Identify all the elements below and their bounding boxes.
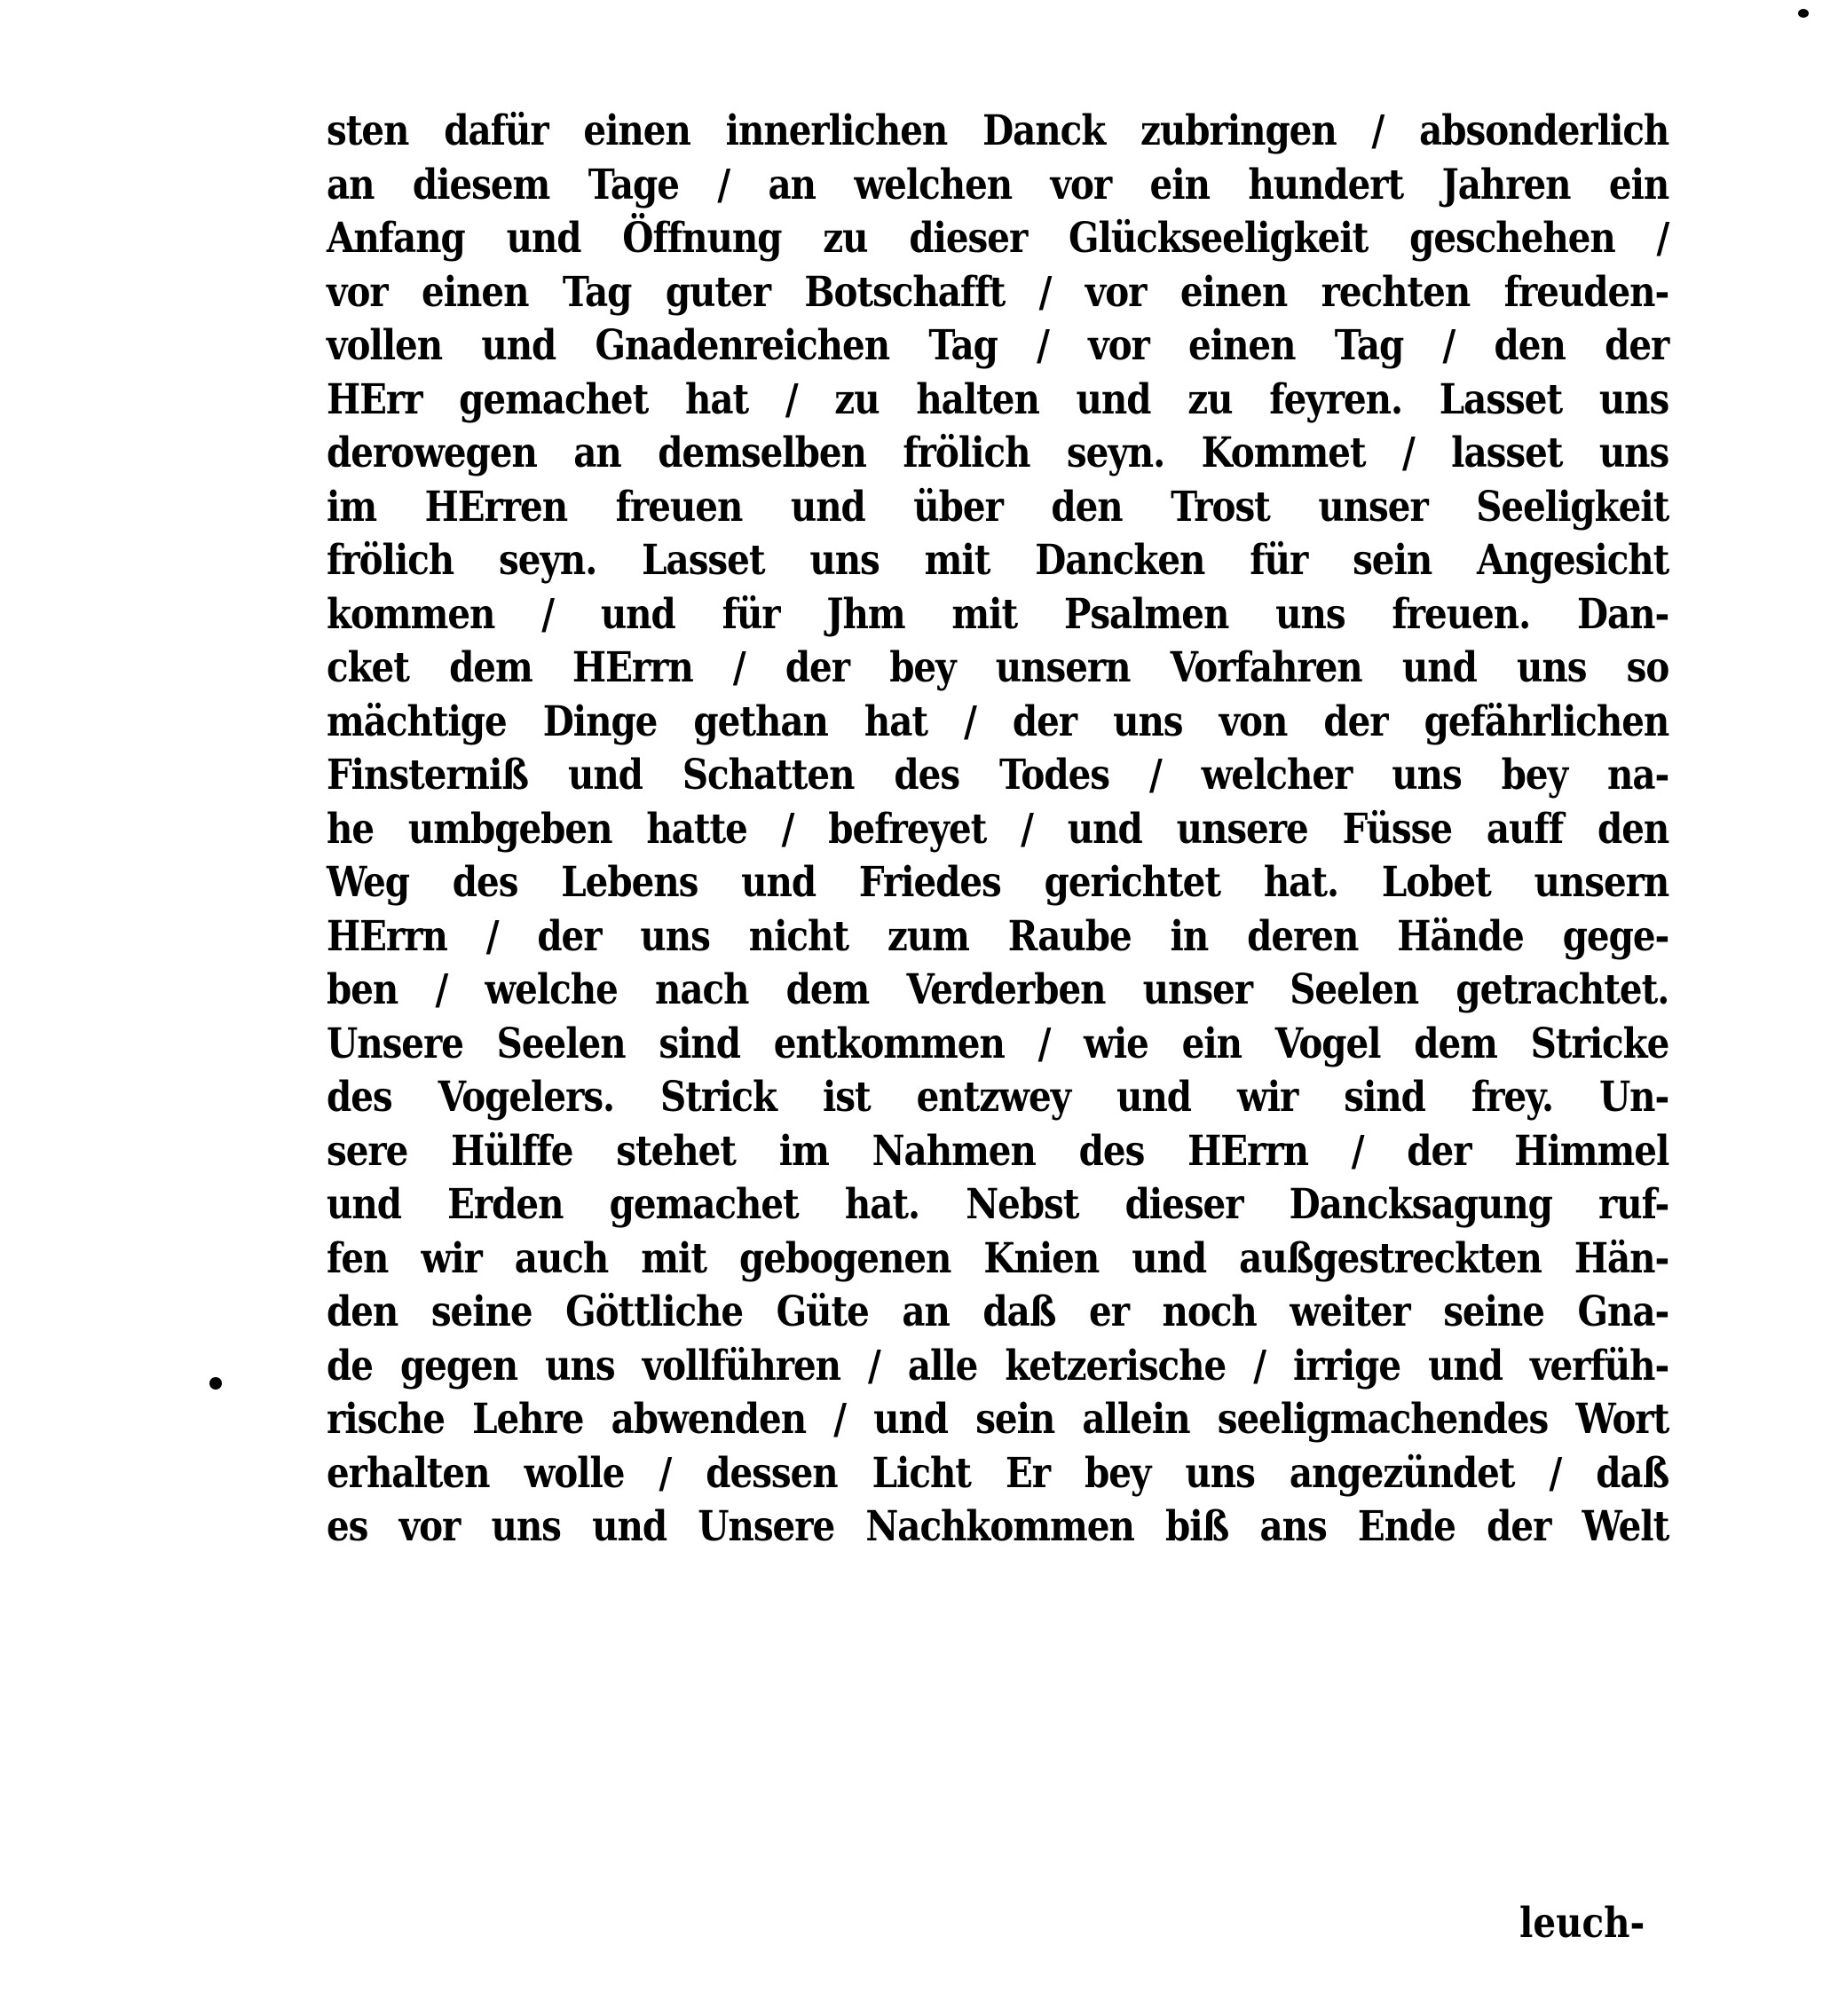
- text-line: fen wir auch mit gebogenen Knien und außgestreckten Hän-: [327, 1233, 1669, 1283]
- text-line: den seine Göttliche Güte an daß er noch weiter seine Gna-: [327, 1288, 1669, 1336]
- text-line: cket dem HErrn / der bey unsern Vorfahren und uns so: [327, 643, 1669, 692]
- text-line: derowegen an demselben frölich seyn. Kommet / lasset uns: [327, 429, 1669, 477]
- text-line: des Vogelers. Strick ist entzwey und wir sind frey. Un-: [327, 1073, 1669, 1122]
- text-line: Weg des Lebens und Friedes gerichtet hat. Lobet unsern: [327, 858, 1669, 907]
- text-line: Unsere Seelen sind entkommen / wie ein Vogel dem Stricke: [327, 1019, 1669, 1068]
- text-line: Finsterniß und Schatten des Todes / welcher uns bey na-: [327, 751, 1669, 799]
- text-line: an diesem Tage / an welchen vor ein hundert Jahren ein: [327, 160, 1669, 209]
- text-line: ben / welche nach dem Verderben unser Seelen getrachtet.: [327, 965, 1669, 1014]
- catchword: leuch-: [1519, 1899, 1645, 1948]
- text-line: frölich seyn. Lasset uns mit Dancken für sein Angesicht: [327, 536, 1669, 585]
- text-line: im HErren freuen und über den Trost unser Seeligkeit: [327, 482, 1669, 532]
- text-line: HErrn / der uns nicht zum Raube in deren Hände gege-: [327, 911, 1669, 961]
- ink-speck: [209, 1377, 222, 1390]
- text-line: vollen und Gnadenreichen Tag / vor einen Tag / den der: [327, 321, 1669, 370]
- text-line: he umbgeben hatte / befreyet / und unsere Füsse auff den: [327, 804, 1669, 854]
- text-line: es vor uns und Unsere Nachkommen biß ans Ende der Welt: [327, 1502, 1669, 1551]
- text-line: vor einen Tag guter Botschafft / vor einen rechten freuden-: [327, 267, 1669, 317]
- text-line: und Erden gemachet hat. Nebst dieser Dancksagung ruf-: [327, 1180, 1669, 1229]
- text-line: kommen / und für Jhm mit Psalmen uns freuen. Dan-: [327, 589, 1669, 639]
- text-line: mächtige Dinge gethan hat / der uns von der gefährlichen: [327, 697, 1669, 746]
- text-line: de gegen uns vollführen / alle ketzerische / irrige und verfüh-: [327, 1341, 1669, 1390]
- text-line: Anfang und Öffnung zu dieser Glückseeligkeit geschehen /: [327, 214, 1669, 263]
- text-line: sere Hülffe stehet im Nahmen des HErrn / der Himmel: [327, 1126, 1669, 1176]
- text-line: erhalten wolle / dessen Licht Er bey uns angezündet / daß: [327, 1448, 1669, 1498]
- ink-speck: [1798, 9, 1809, 18]
- body-text: [327, 105, 1668, 1555]
- text-line: sten dafür einen innerlichen Danck zubringen / absonderlich: [327, 106, 1669, 155]
- text-line: rische Lehre abwenden / und sein allein seeligmachendes Wort: [327, 1395, 1669, 1444]
- text-line: HErr gemachet hat / zu halten und zu feyren. Lasset uns: [327, 374, 1669, 424]
